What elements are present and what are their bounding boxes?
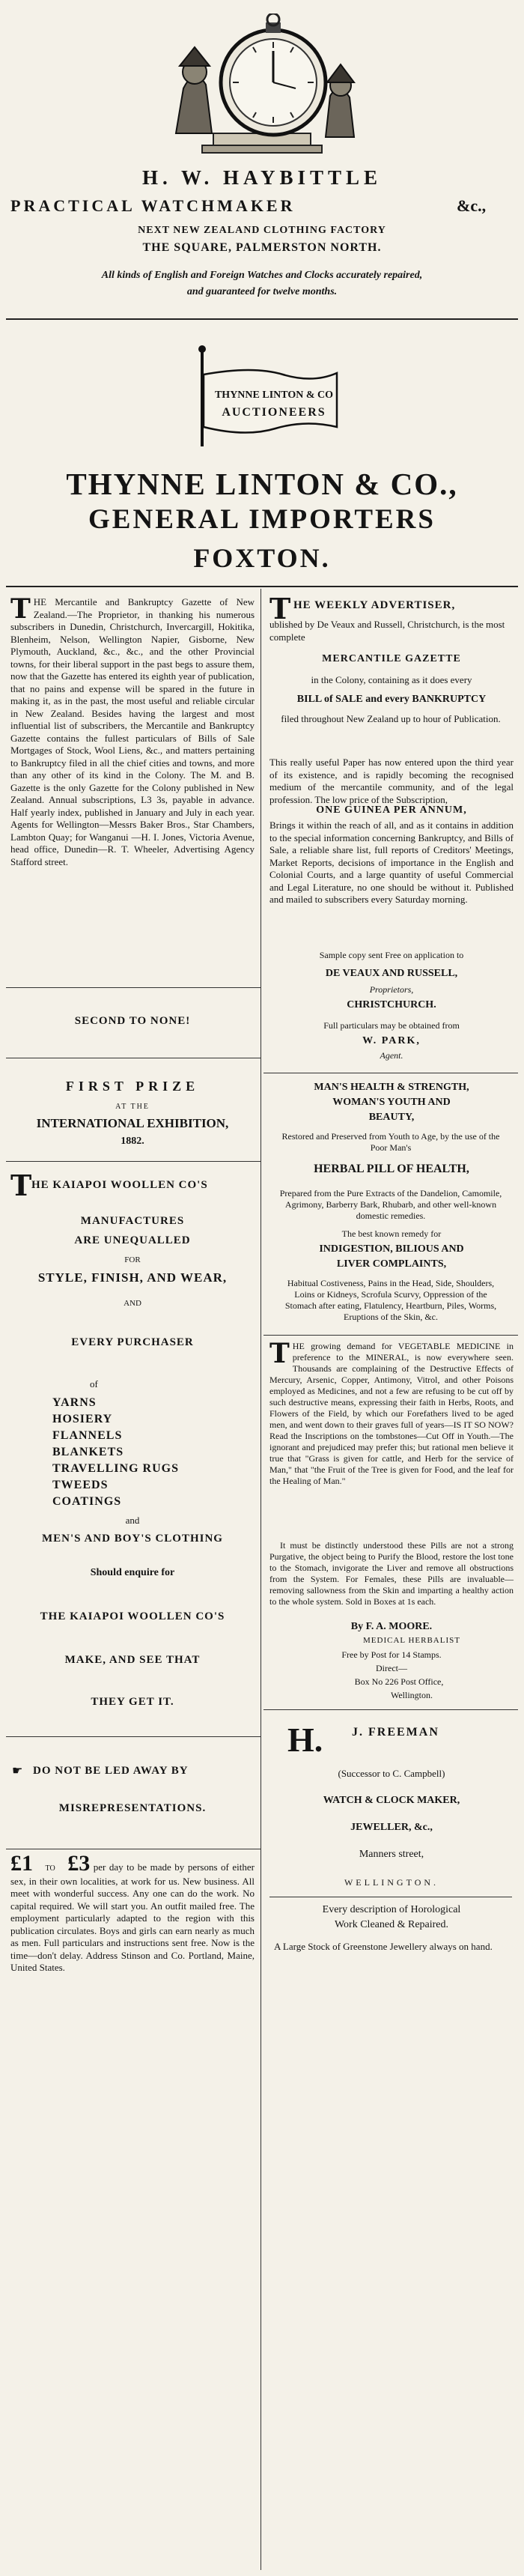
freeman-successor: (Successor to C. Campbell): [338, 1768, 445, 1779]
divider: [6, 586, 518, 587]
freeman-jeweller: JEWELLER, &c.,: [350, 1822, 433, 1833]
haybittle-name: H. W. HAYBITTLE: [141, 166, 383, 189]
weekly-publisher: ublished by De Veaux and Russell, Christchurch, is the most complete: [269, 619, 505, 643]
weekly-paragraph: This really useful Paper has now entered upon the third year of its existence, and is rapidly becoming the recognised medium of the mercantile community, and of the legal profession. The low price of the Subscription,: [269, 757, 514, 805]
direct-label: Direct—: [376, 1663, 407, 1673]
for-label: FOR: [124, 1255, 141, 1264]
herbal-heading-2: WOMAN'S YOUTH AND: [332, 1097, 451, 1108]
product-list: [52, 1395, 179, 1510]
weekly-heading: HE WEEKLY ADVERTISER,: [293, 599, 456, 611]
drop-cap: T: [10, 1169, 32, 1202]
product-item: YARNS: [52, 1396, 97, 1409]
exhibition-year: 1882.: [121, 1136, 144, 1147]
of-label: of: [90, 1378, 98, 1389]
style-finish-wear: STYLE, FINISH, AND WEAR,: [37, 1270, 228, 1285]
herbal-prepared: Prepared from the Pure Extracts of the Dandelion, Camomile, Agrimony, Barberry Bark, Rhubarb, and other well-known domestic remedies.: [279, 1188, 502, 1221]
herbal-paragraph-2: It must be distinctly understood these Pills are not a strong Purgative, the object being to Purify the Blood, restore the lost tone to the Stomach, invigorate the Liver and remove all obstructions from the System. For Females, these Pills are invaluable—removing sallowness from the Skin and imparting a healthy action to the whole system. Sold in Boxes at 1s each.: [269, 1540, 514, 1607]
divider: [6, 1161, 261, 1162]
herbal-by: By F. A. MOORE.: [350, 1621, 433, 1632]
freeman-street: Manners street,: [359, 1849, 424, 1860]
indigestion: INDIGESTION, BILIOUS AND: [319, 1243, 464, 1255]
freeman-desc-1: Every description of Horological: [322, 1904, 461, 1915]
full-particulars: Full particulars may be obtained from: [323, 1020, 460, 1031]
herbal-pill-title: HERBAL PILL OF HEALTH,: [314, 1163, 469, 1175]
sample-copy: Sample copy sent Free on application to: [319, 950, 464, 960]
amount-to: £3: [67, 1851, 91, 1876]
to-label: TO: [45, 1864, 55, 1873]
mercantile-gazette-title: MERCANTILE GAZETTE: [322, 653, 461, 664]
kaiapoi-heading: HE KAIAPOI WOOLLEN CO'S: [31, 1179, 208, 1191]
thynne-foxton: FOXTON.: [193, 543, 331, 573]
drop-cap: T: [10, 593, 31, 625]
divider: [6, 1736, 261, 1737]
haybittle-trade-etc: &c.,: [457, 196, 487, 215]
drop-cap: T: [269, 592, 291, 625]
product-item: TRAVELLING RUGS: [52, 1462, 179, 1475]
and-label: AND: [124, 1299, 141, 1308]
medical-herbalist: MEDICAL HERBALIST: [363, 1636, 460, 1645]
one-guinea: ONE GUINEA PER ANNUM,: [316, 804, 467, 816]
haybittle-trade: PRACTICAL WATCHMAKER: [10, 196, 296, 215]
product-item: HOSIERY: [52, 1413, 113, 1425]
herbal-heading-3: BEAUTY,: [368, 1112, 415, 1123]
banner-text-2: AUCTIONEERS: [222, 406, 326, 419]
mercantile-gazette-ad: [10, 593, 255, 868]
filed-throughout: filed throughout New Zealand up to hour of Publication.: [281, 713, 501, 724]
kaiapoi-repeat: THE KAIAPOI WOOLLEN CO'S: [40, 1610, 225, 1622]
divider: [263, 1335, 518, 1336]
amount-from: £1: [10, 1851, 33, 1876]
haybittle-address-2: THE SQUARE, PALMERSTON NORTH.: [142, 241, 382, 254]
freeman-desc-3: A Large Stock of Greenstone Jewellery always on hand.: [274, 1941, 493, 1952]
make-and-see: MAKE, AND SEE THAT: [64, 1654, 201, 1666]
herbal-habitual: Habitual Costiveness, Pains in the Head, Side, Shoulders, Loins or Kidneys, Scrofula Scurvy, Oppression of the Stomach after eating, Flatulency, Heartburn, Piles, Worms, Eruptions of the Skin, &c.: [284, 1278, 497, 1322]
haybittle-address-1: NEXT NEW ZEALAND CLOTHING FACTORY: [138, 225, 386, 236]
thynne-general-importers: GENERAL IMPORTERS: [88, 504, 436, 535]
weekly-paragraph-2: Brings it within the reach of all, and as it contains in addition to the special information concerning Bankruptcy, and Bills of Sale, a reliable share list, full reports of Creditors' Meetings, Market Reports, decisions of importance in the English and Colonial Courts, and a large quantity of useful Commercial and Legal Literature, no one should be without it. Published and mailed to subscribers every Saturday morning.: [269, 819, 514, 905]
divider: [263, 1709, 518, 1710]
stinson-ad: [10, 1851, 255, 1975]
thynne-name: THYNNE LINTON & CO.,: [66, 467, 458, 501]
second-to-none: SECOND TO NONE!: [74, 1015, 191, 1027]
first-prize: FIRST PRIZE: [65, 1079, 200, 1094]
agent-name: W. PARK,: [362, 1035, 421, 1046]
christchurch: CHRISTCHURCH.: [347, 999, 436, 1010]
banner-text-1: THYNNE LINTON & CO: [214, 390, 334, 401]
international-exhibition: INTERNATIONAL EXHIBITION,: [36, 1116, 229, 1130]
clothing-line: MEN'S AND BOY'S CLOTHING: [42, 1533, 223, 1545]
freeman-name: J. FREEMAN: [352, 1726, 439, 1739]
and-label: and: [125, 1515, 140, 1526]
divider: [6, 987, 261, 988]
freeman-trade: WATCH & CLOCK MAKER,: [323, 1795, 460, 1806]
de-veaux-russell: DE VEAUX AND RUSSELL,: [325, 968, 458, 979]
bill-of-sale: BILL of SALE and every BANKRUPTCY: [296, 694, 487, 705]
liver-complaints: LIVER COMPLAINTS,: [336, 1258, 447, 1270]
at-the: AT THE: [115, 1103, 150, 1111]
pointing-hand-icon: ☛: [12, 1765, 23, 1778]
manufactures: MANUFACTURES: [80, 1215, 185, 1227]
do-not-be-led: DO NOT BE LED AWAY BY: [33, 1765, 189, 1777]
agent-label: Agent.: [380, 1050, 403, 1061]
every-purchaser: EVERY PURCHASER: [71, 1336, 194, 1348]
should-enquire: Should enquire for: [90, 1567, 175, 1578]
haybittle-notice-1: All kinds of English and Foreign Watches and Clocks accurately repaired,: [101, 270, 423, 281]
mercantile-text: HE Mercantile and Bankruptcy Gazette of New Zealand.—The Proprietor, in thanking his numerous subscribers in Dunedin, Christchurch, Invercargill, Hokitika, Blenheim, Nelson, Wellington Napier, Gisborne, New Plymouth, Auckland, &c., &c., and the other Provincial towns, for their liberal support in the past begs to assure them, now that the Gazette has entered its eighth year of publication, that no pains and expense will be spared in the future in making it, as in the past, the most useful and reliable circular in New Zealand. Besides having the largest and most influential list of subscribers, the Mercantile and Bankruptcy Gazette contains the fullest particulars of Bills of Sale Mortgages of Stock, Wool Liens, &c., and matters pertaining to Bankruptcy filed in all the chief cities and towns, and more than any other of its kind in the Colony. The M. and B. Gazette is the only Gazette for the Colony published in New Zealand. Annual subscriptions, L3 3s, payable in advance. Half yearly index, published in January and July in each year. Agents for Wellington—Messrs Baker Bros., Star Chambers, Lambton Quay; for Wanganui —H. I. Jones, Victoria Avenue, head office, Dunedin—R. T. Wheeler, Advertising Agency Stafford street.: [10, 596, 255, 867]
proprietors: Proprietors,: [369, 984, 414, 995]
herbal-paragraph: [269, 1338, 514, 1487]
freeman-initial: H.: [287, 1721, 323, 1759]
product-item: TWEEDS: [52, 1479, 109, 1491]
weekly-line: in the Colony, containing as it does every: [311, 674, 472, 685]
stinson-text: per day to be made by persons of either sex, in their own localities, at work for us. New business. All meet with wonderful success. Any one can do the work. No capital required. We will start you. An outfit mailed free. The employment particularly adapted to the region with this publication circulates. Boys and girls can earn nearly as much as men. Full particulars and instructions sent free. Now is the time—don't delay. Address Stinson and Co. Portland, Maine, United States.: [10, 1861, 255, 1973]
post-box: Box No 226 Post Office,: [354, 1676, 444, 1687]
herbal-heading-1: MAN'S HEALTH & STRENGTH,: [314, 1082, 469, 1093]
product-item: FLANNELS: [52, 1429, 123, 1442]
herbal-restored: Restored and Preserved from Youth to Age, by the use of the Poor Man's: [281, 1131, 500, 1153]
drop-cap: T: [269, 1338, 290, 1369]
wellington-label: Wellington.: [390, 1690, 433, 1700]
freeman-desc-2: Work Cleaned & Repaired.: [334, 1919, 449, 1930]
are-unequalled: ARE UNEQUALLED: [74, 1234, 191, 1246]
pocket-watch-illustration: [161, 13, 363, 160]
they-get-it: THEY GET IT.: [91, 1696, 174, 1708]
haybittle-notice-2: and guaranteed for twelve months.: [186, 286, 338, 297]
misrepresentations: MISREPRESENTATIONS.: [58, 1802, 207, 1814]
divider: [6, 318, 518, 320]
free-by-post: Free by Post for 14 Stamps.: [341, 1649, 442, 1660]
best-known-remedy: The best known remedy for: [341, 1228, 442, 1239]
freeman-city: WELLINGTON.: [344, 1877, 439, 1888]
herbal-text: HE growing demand for VEGETABLE MEDICINE in preference to the MINERAL, is now everywhere seen. Thousands are complaining of the Destructive Effects of Mercury, Arsenic, Copper, Antimony, Vitrol, and other Poisons employed as Medicines, and not a few are refusing to be cut off by such destructive means, expressing their faith in Herbs, Roots, and Flowers of the Field, by which our Forefathers lived to be aged men, and went down to their graves full of years—IS IT SO NOW? Read the Inscriptions on the tombstones—Cut Off in Youth.—The ignorant and prejudiced may prefer this; but rational men believe it true that "Grass is given for cattle, and Herb for the service of Man," that "the Fruit of the Tree is given for Food, and the leaf for the Healing of Man.": [269, 1341, 514, 1486]
product-item: BLANKETS: [52, 1446, 124, 1458]
product-item: COATINGS: [52, 1495, 122, 1508]
